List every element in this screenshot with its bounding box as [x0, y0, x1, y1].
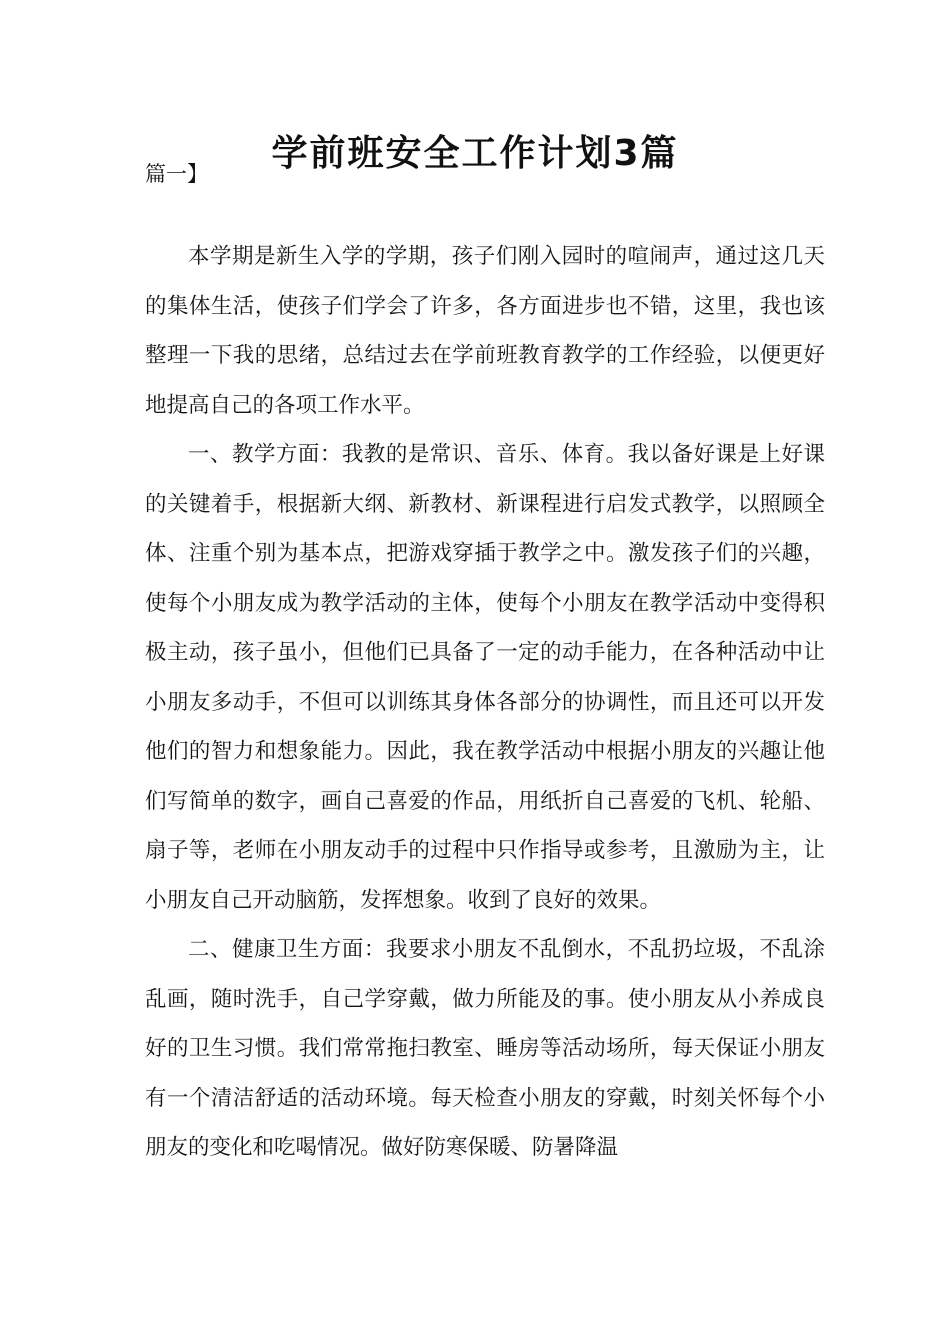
paragraph-intro: 本学期是新生入学的学期，孩子们刚入园时的喧闹声，通过这几天的集体生活，使孩子们学会了许多，各方面进步也不错，这里，我也该整理一下我的思绪，总结过去在学前班教育教学的工作经验，以便更好地提高自己的各项工作水平。	[145, 244, 825, 418]
section-label: 篇一】	[145, 162, 208, 186]
paragraph-teaching: 一、教学方面：我教的是常识、音乐、体育。我以备好课是上好课的关键着手，根据新大纲、新教材、新课程进行启发式教学，以照顾全体、注重个别为基本点，把游戏穿插于教学之中。激发孩子们的兴趣，使每个小朋友成为教学活动的主体，使每个小朋友在教学活动中变得积极主动，孩子虽小，但他们已具备了一定的动手能力，在各种活动中让小朋友多动手，不但可以训练其身体各部分的协调性，而且还可以开发他们的智力和想象能力。因此，我在教学活动中根据小朋友的兴趣让他们写简单的数字，画自己喜爱的作品，用纸折自己喜爱的飞机、轮船、扇子等，老师在小朋友动手的过程中只作指导或参考，且激励为主，让小朋友自己开动脑筋，发挥想象。收到了良好的效果。	[145, 442, 825, 913]
paragraph-health: 二、健康卫生方面：我要求小朋友不乱倒水，不乱扔垃圾，不乱涂乱画，随时洗手，自己学穿戴，做力所能及的事。使小朋友从小养成良好的卫生习惯。我们常常拖扫教室、睡房等活动场所，每天保证小朋友有一个清洁舒适的活动环境。每天检查小朋友的穿戴，时刻关怀每个小朋友的变化和吃喝情况。做好防寒保暖、防暑降温	[145, 937, 825, 1160]
document-title: 学前班安全工作计划3篇	[271, 133, 679, 174]
document-body	[145, 232, 825, 1173]
